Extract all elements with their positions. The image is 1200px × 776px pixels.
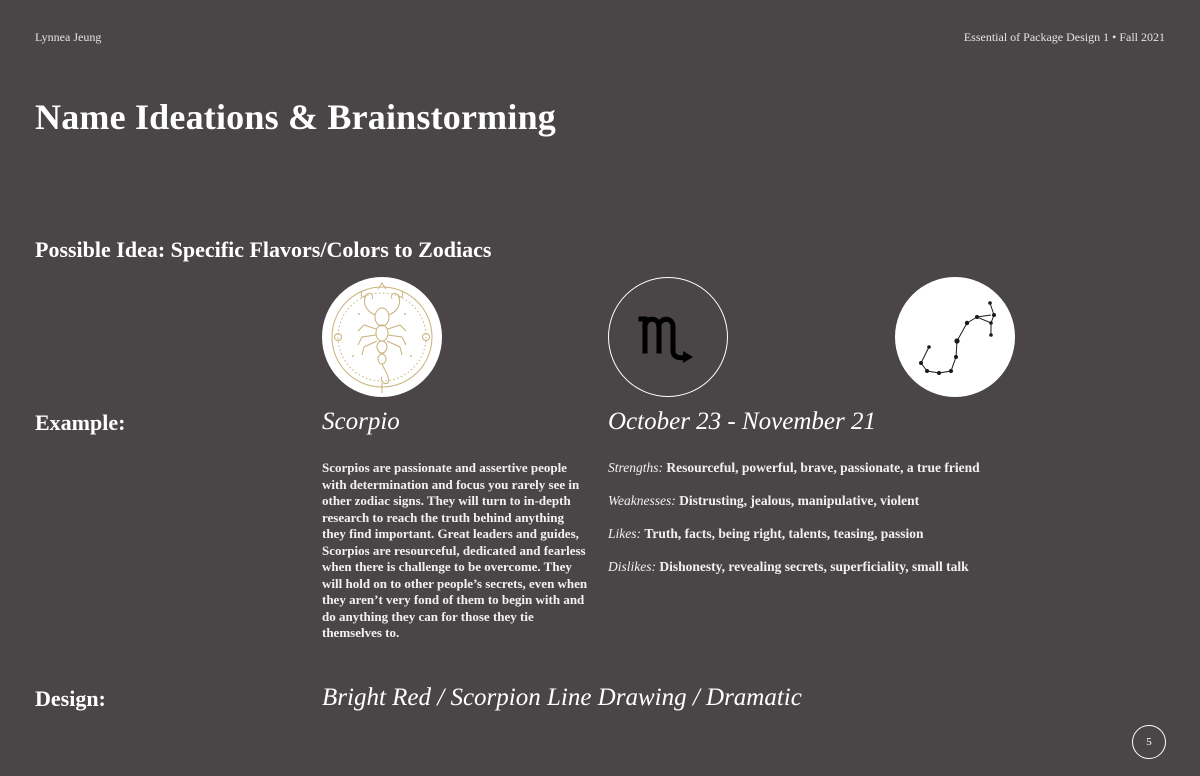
trait-likes (608, 526, 924, 542)
design-description: Bright Red / Scorpion Line Drawing / Dramatic (322, 684, 802, 711)
sign-dates: October 23 - November 21 (608, 408, 876, 435)
trait-value: Dishonesty, revealing secrets, superficiality, small talk (659, 559, 969, 574)
page-title: Name Ideations & Brainstorming (35, 97, 556, 137)
course-info: Essential of Package Design 1 • Fall 2021 (963, 30, 1165, 44)
scorpion-illustration-icon (322, 277, 442, 397)
page-number: 5 (1132, 725, 1166, 759)
scorpio-symbol-icon (608, 277, 728, 397)
design-label: Design: (35, 686, 106, 711)
sign-description: Scorpios are passionate and assertive people with determination and focus you rarely see in other zodiac signs. They will turn to in-depth research to reach the truth behind anything they find important. Great leaders and guides, Scorpios are resourceful, dedicated and fearless when there is challenge to be overcome. They will hold on to other people’s secrets, even when they aren’t very fond of them to begin with and do anything they can for those they tie themselves to. (322, 460, 588, 640)
trait-key: Likes: (608, 526, 641, 541)
trait-key: Weaknesses: (608, 493, 676, 508)
example-label: Example: (35, 410, 126, 435)
sign-name: Scorpio (322, 408, 400, 435)
trait-weaknesses (608, 493, 919, 509)
trait-strengths (608, 460, 980, 476)
trait-key: Dislikes: (608, 559, 656, 574)
trait-value: Truth, facts, being right, talents, teasing, passion (644, 526, 924, 541)
trait-value: Distrusting, jealous, manipulative, violent (679, 493, 920, 508)
author-name: Lynnea Jeung (35, 30, 102, 44)
trait-dislikes (608, 559, 969, 575)
trait-value: Resourceful, powerful, brave, passionate, a true friend (666, 460, 980, 475)
section-subtitle: Possible Idea: Specific Flavors/Colors to Zodiacs (35, 237, 492, 262)
trait-key: Strengths: (608, 460, 663, 475)
scorpius-constellation-icon (895, 277, 1015, 397)
